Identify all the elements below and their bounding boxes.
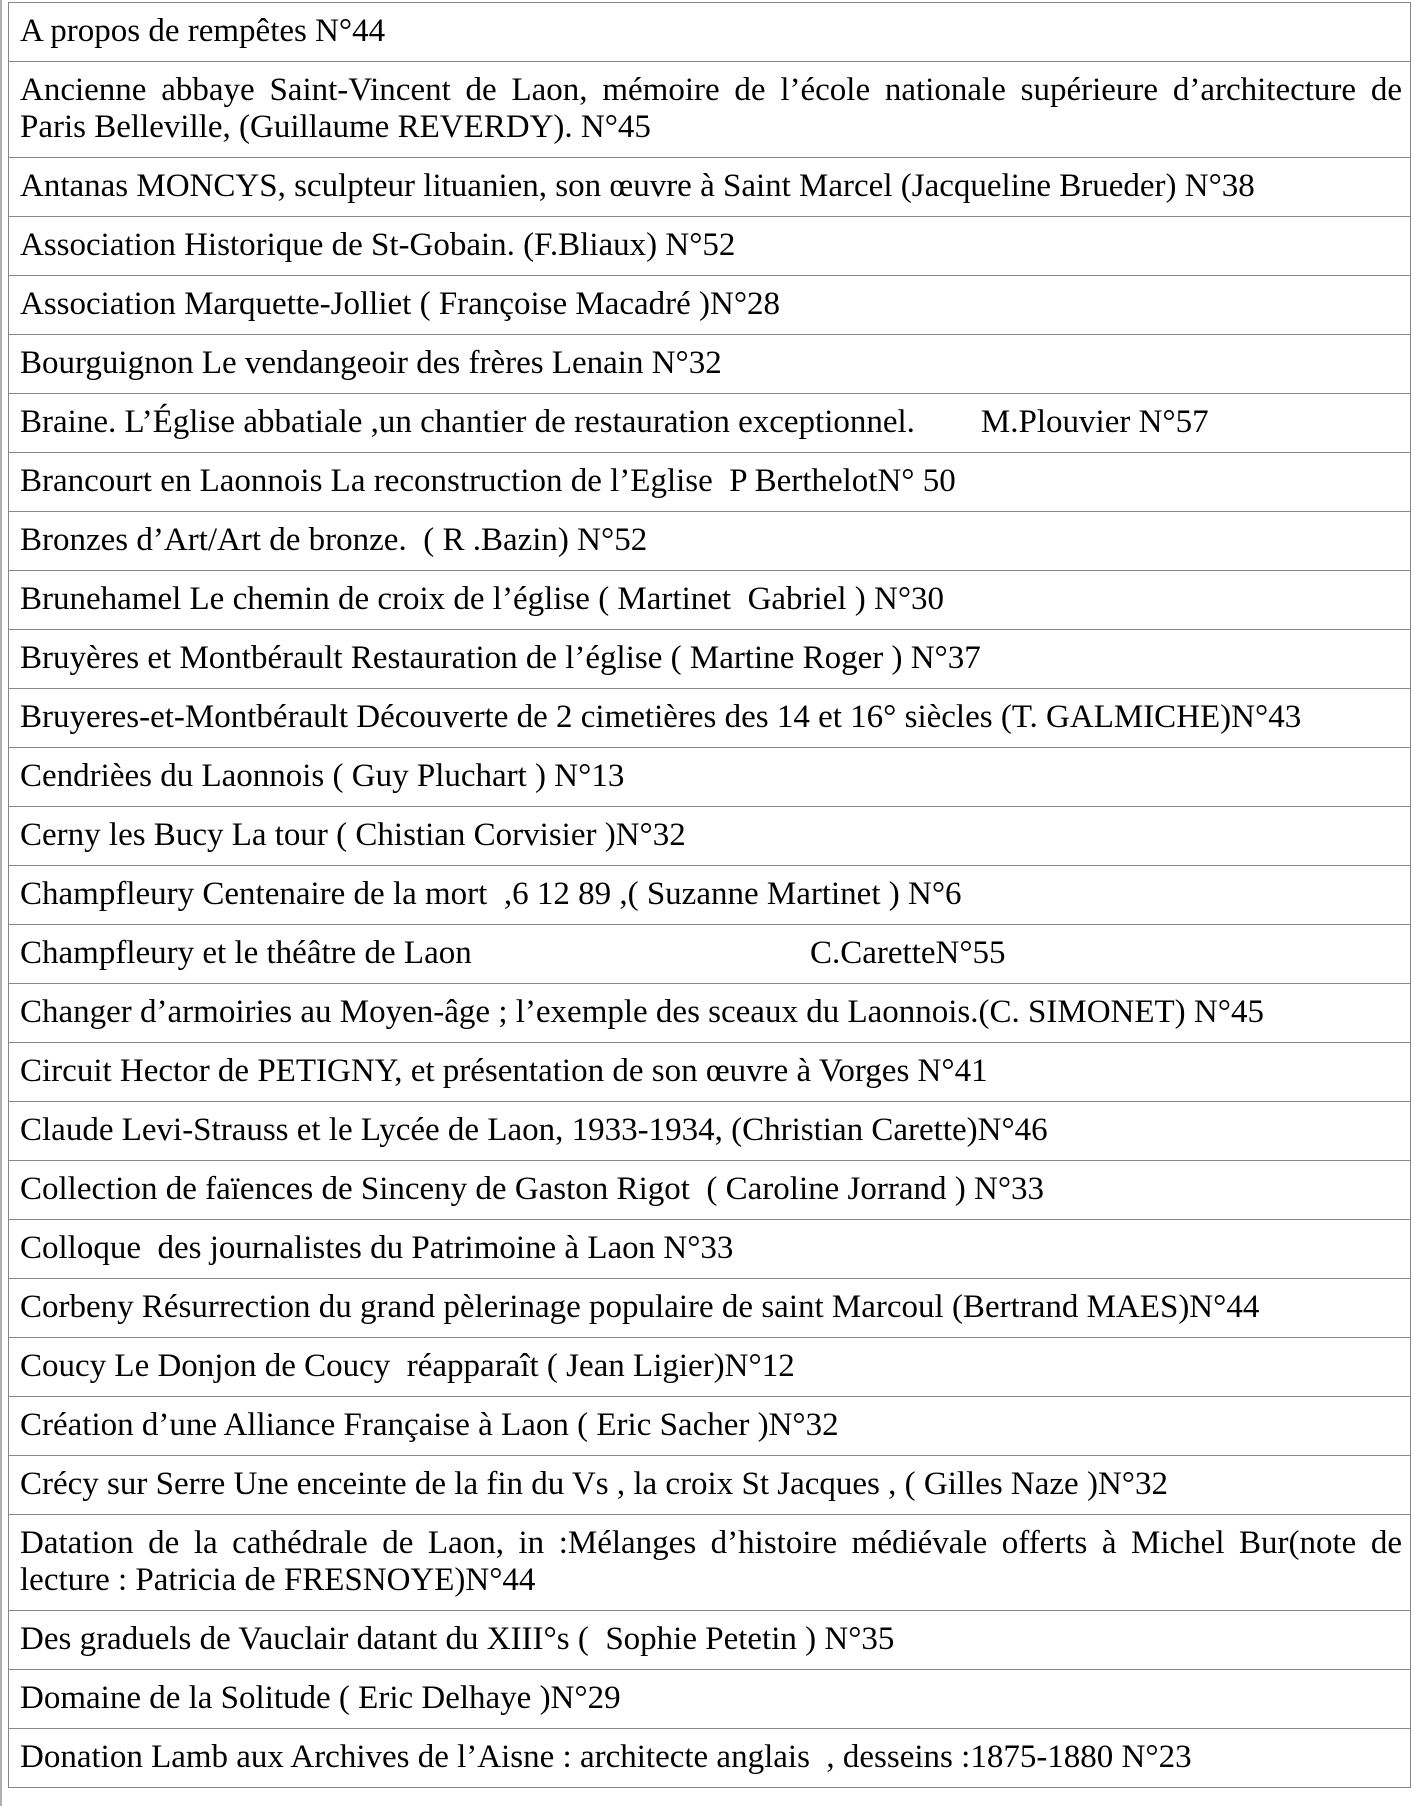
article-entry: Champfleury Centenaire de la mort ,6 12 89 ,( Suzanne Martinet ) N°6 (9, 866, 1411, 925)
table-row (9, 276, 1411, 335)
article-entry: Cerny les Bucy La tour ( Chistian Corvisier )N°32 (9, 807, 1411, 866)
table-row (9, 984, 1411, 1043)
table-row (9, 217, 1411, 276)
table-row (9, 335, 1411, 394)
article-entry: A propos de rempêtes N°44 (9, 3, 1411, 62)
table-row (9, 158, 1411, 217)
article-entry: Ancienne abbaye Saint-Vincent de Laon, mémoire de l’école nationale supérieure d’architecture de Paris Belleville, (Guillaume REVERDY). N°45 (9, 62, 1411, 158)
table-row (9, 689, 1411, 748)
table-row (9, 1161, 1411, 1220)
table-row (9, 62, 1411, 158)
article-entry: Association Marquette-Jolliet ( Françoise Macadré )N°28 (9, 276, 1411, 335)
table-row (9, 1043, 1411, 1102)
table-row (9, 630, 1411, 689)
article-entry: Association Historique de St-Gobain. (F.Bliaux) N°52 (9, 217, 1411, 276)
articles-index-table (8, 2, 1411, 1788)
table-row (9, 571, 1411, 630)
article-entry: Création d’une Alliance Française à Laon ( Eric Sacher )N°32 (9, 1397, 1411, 1456)
table-row (9, 1220, 1411, 1279)
article-entry: Champfleury et le théâtre de Laon C.CaretteN°55 (9, 925, 1411, 984)
article-entry: Coucy Le Donjon de Coucy réapparaît ( Jean Ligier)N°12 (9, 1338, 1411, 1397)
article-entry: Collection de faïences de Sinceny de Gaston Rigot ( Caroline Jorrand ) N°33 (9, 1161, 1411, 1220)
table-row (9, 1279, 1411, 1338)
article-entry: Crécy sur Serre Une enceinte de la fin du Vs , la croix St Jacques , ( Gilles Naze )N°32 (9, 1456, 1411, 1515)
article-entry: Brancourt en Laonnois La reconstruction de l’Eglise P BerthelotN° 50 (9, 453, 1411, 512)
table-row (9, 1102, 1411, 1161)
article-entry: Des graduels de Vauclair datant du XIII°s ( Sophie Petetin ) N°35 (9, 1611, 1411, 1670)
article-entry: Bronzes d’Art/Art de bronze. ( R .Bazin) N°52 (9, 512, 1411, 571)
table-row (9, 925, 1411, 984)
article-entry: Datation de la cathédrale de Laon, in :Mélanges d’histoire médiévale offerts à Michel Bur(note de lecture : Patricia de FRESNOYE)N°44 (9, 1515, 1411, 1611)
article-entry: Bourguignon Le vendangeoir des frères Lenain N°32 (9, 335, 1411, 394)
table-row (9, 1338, 1411, 1397)
table-row (9, 748, 1411, 807)
article-entry: Bruyeres-et-Montbérault Découverte de 2 cimetières des 14 et 16° siècles (T. GALMICHE)N°43 (9, 689, 1411, 748)
article-entry: Cendrièes du Laonnois ( Guy Pluchart ) N°13 (9, 748, 1411, 807)
article-entry: Corbeny Résurrection du grand pèlerinage populaire de saint Marcoul (Bertrand MAES)N°44 (9, 1279, 1411, 1338)
table-row (9, 1611, 1411, 1670)
article-entry: Braine. L’Église abbatiale ,un chantier de restauration exceptionnel. M.Plouvier N°57 (9, 394, 1411, 453)
table-row (9, 1670, 1411, 1729)
table-row (9, 394, 1411, 453)
article-entry: Circuit Hector de PETIGNY, et présentation de son œuvre à Vorges N°41 (9, 1043, 1411, 1102)
article-entry: Brunehamel Le chemin de croix de l’église ( Martinet Gabriel ) N°30 (9, 571, 1411, 630)
table-row (9, 1515, 1411, 1611)
article-entry: Donation Lamb aux Archives de l’Aisne : architecte anglais , desseins :1875-1880 N°23 (9, 1729, 1411, 1788)
table-body (9, 3, 1411, 1788)
table-row (9, 512, 1411, 571)
table-row (9, 807, 1411, 866)
article-entry: Colloque des journalistes du Patrimoine à Laon N°33 (9, 1220, 1411, 1279)
page-left-edge (0, 0, 2, 1806)
article-entry: Claude Levi-Strauss et le Lycée de Laon, 1933-1934, (Christian Carette)N°46 (9, 1102, 1411, 1161)
article-entry: Bruyères et Montbérault Restauration de l’église ( Martine Roger ) N°37 (9, 630, 1411, 689)
table-row (9, 3, 1411, 62)
table-row (9, 1456, 1411, 1515)
article-entry: Antanas MONCYS, sculpteur lituanien, son œuvre à Saint Marcel (Jacqueline Brueder) N°38 (9, 158, 1411, 217)
table-row (9, 866, 1411, 925)
article-entry: Changer d’armoiries au Moyen-âge ; l’exemple des sceaux du Laonnois.(C. SIMONET) N°45 (9, 984, 1411, 1043)
table-row (9, 453, 1411, 512)
table-row (9, 1729, 1411, 1788)
article-entry: Domaine de la Solitude ( Eric Delhaye )N°29 (9, 1670, 1411, 1729)
table-row (9, 1397, 1411, 1456)
